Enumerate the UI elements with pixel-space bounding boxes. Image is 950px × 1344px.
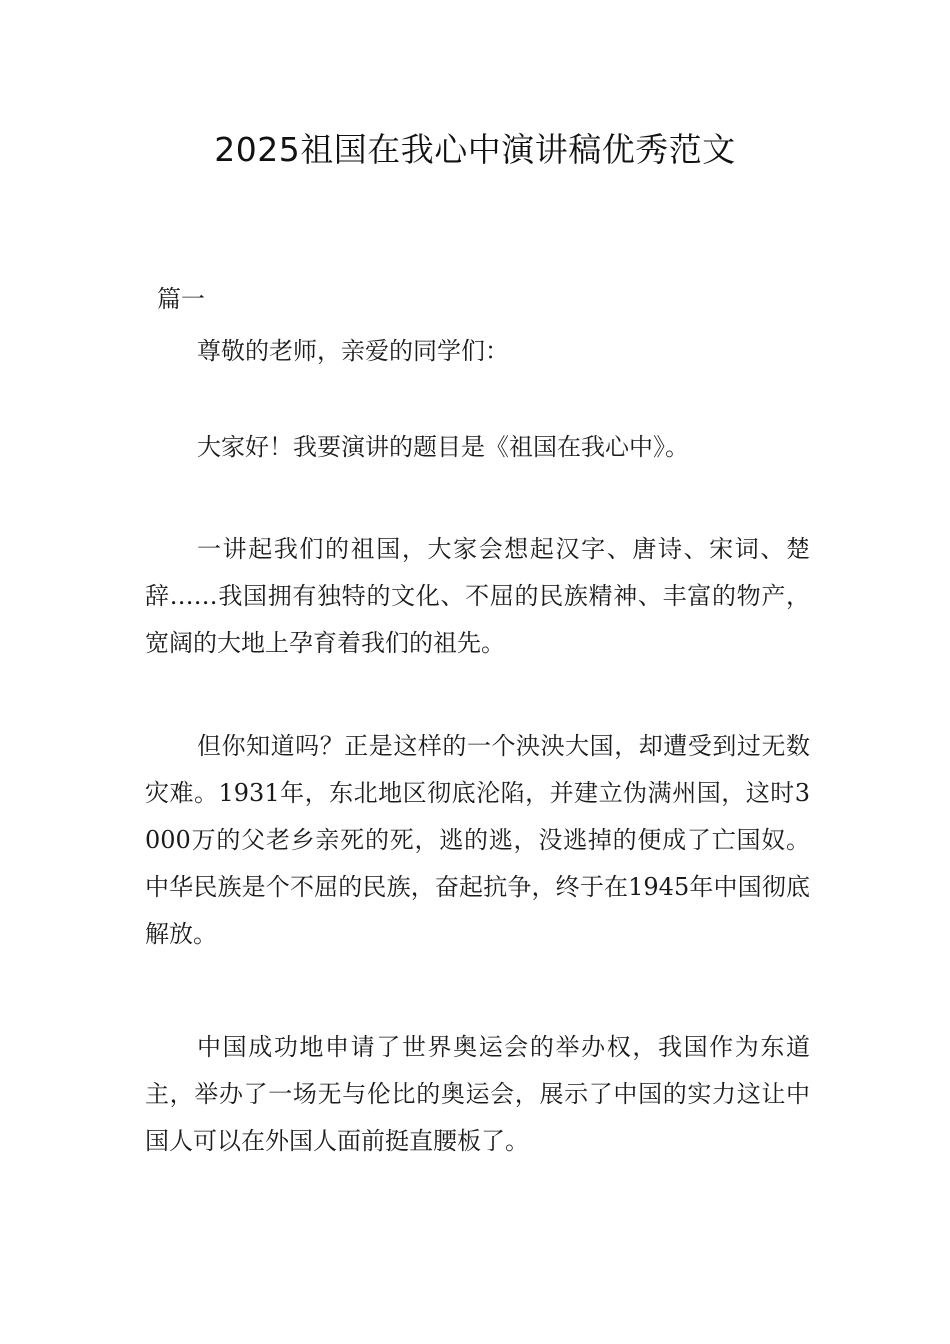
paragraph-history: 但你知道吗？正是这样的一个泱泱大国，却遭受到过无数灾难。1931年，东北地区彻底沦陷，并建立伪满州国，这时3000万的父老乡亲死的死，逃的逃，没逃掉的便成了亡国奴。中华民族是个不屈的民族，奋起抗争，终于在1945年中国彻底解放。 [145, 732, 810, 948]
paragraph-culture: 一讲起我们的祖国，大家会想起汉字、唐诗、宋词、楚辞……我国拥有独特的文化、不屈的民族精神、丰富的物产，宽阔的大地上孕育着我们的祖先。 [145, 535, 810, 657]
paragraph-topic: 大家好！我要演讲的题目是《祖国在我心中》。 [197, 433, 689, 461]
document-title: 2025祖国在我心中演讲稿优秀范文 [214, 130, 736, 169]
section-label: 篇一 [157, 285, 205, 313]
paragraph-greeting: 尊敬的老师，亲爱的同学们： [197, 337, 509, 365]
paragraph-olympics: 中国成功地申请了世界奥运会的举办权，我国作为东道主，举办了一场无与伦比的奥运会，展示了中国的实力这让中国人可以在外国人面前挺直腰板了。 [145, 1033, 810, 1155]
